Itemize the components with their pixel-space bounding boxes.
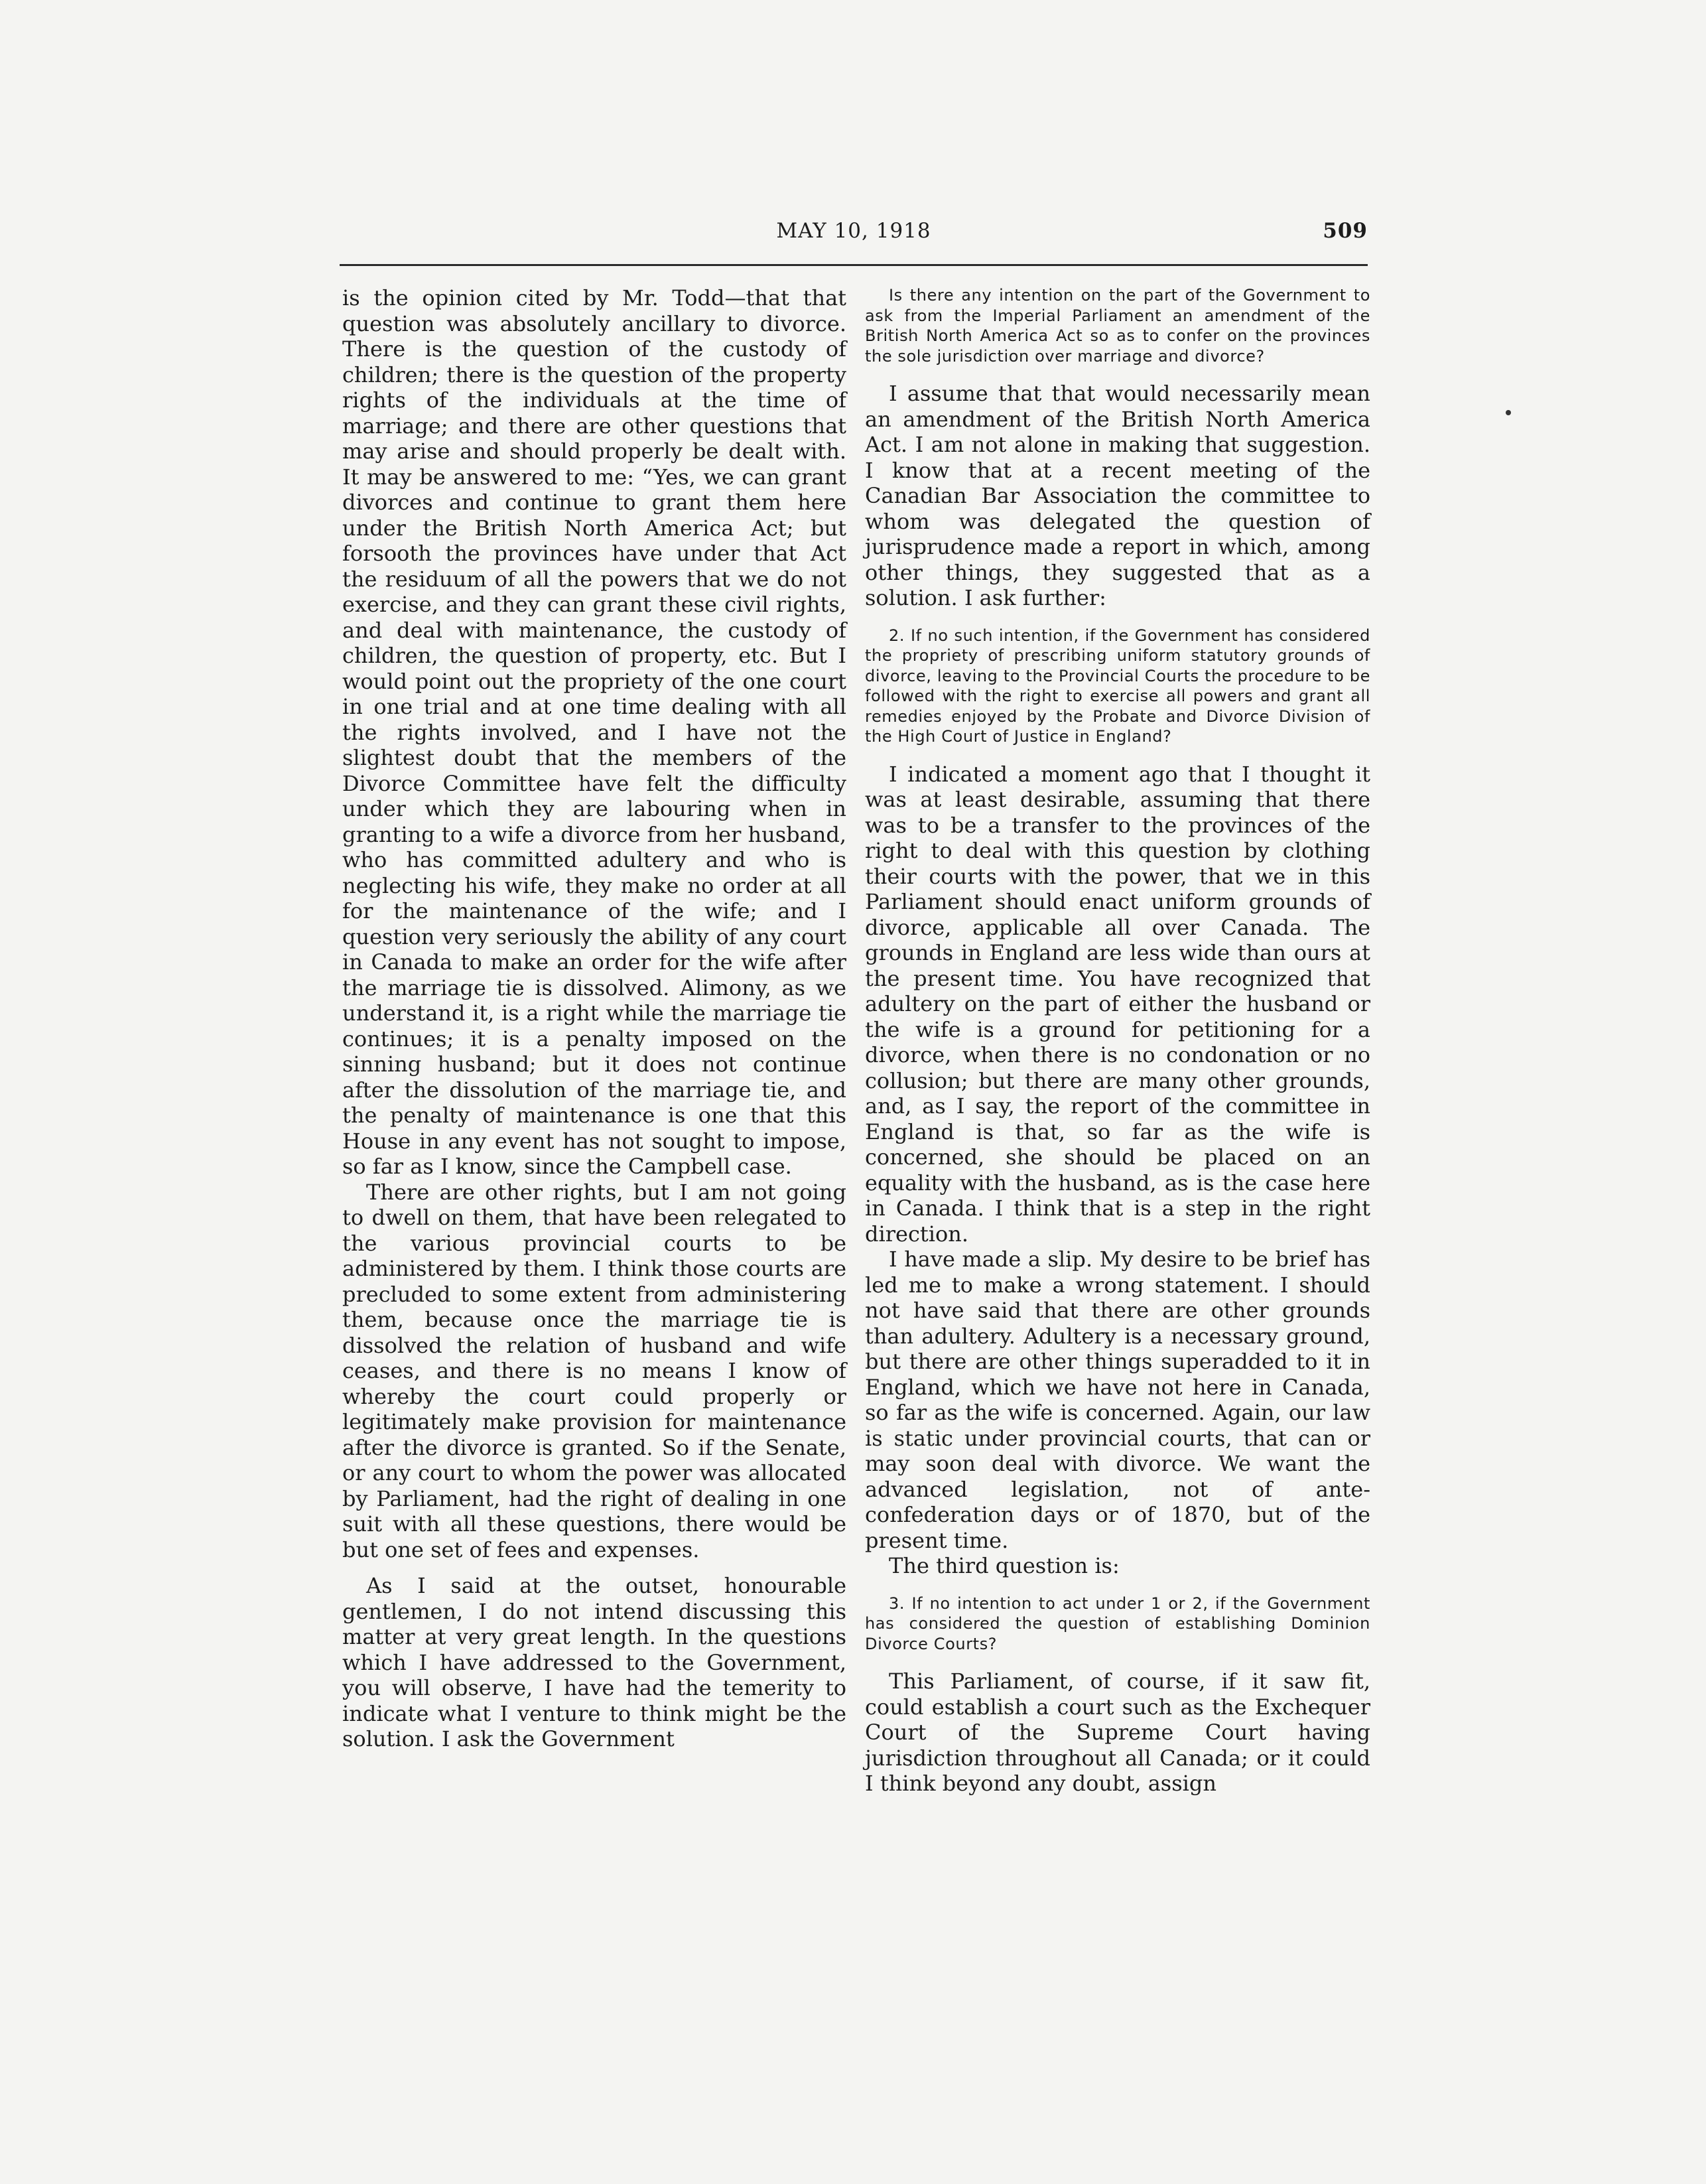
header-rule (340, 264, 1368, 266)
right-paragraph-1: I assume that that would necessarily mean an amendment of the British North America Act. I am not alone in making that suggestion. I know that at a recent meeting of the Canadian Bar Association the committee to whom was delegated the question of jurisprudence made a report in which, among other things, they suggested that as a solution. I ask further: (865, 381, 1370, 610)
right-paragraph-5: This Parliament, of course, if it saw fit, could establish a court such as the Exchequer Court of the Supreme Court having jurisdiction throughout all Canada; or it could I think beyond any doubt, assign (865, 1669, 1370, 1796)
right-paragraph-3: I have made a slip. My desire to be brief has led me to make a wrong statement. I should not have said that there are other grounds than adultery. Adultery is a necessary ground, but there are other things superadded to it in England, which we have not here in Canada, so far as the wife is concerned. Again, our law is static under provincial courts, that can or may soon deal with divorce. We want the advanced legislation, not of ante-confederation days or of 1870, but of the present time. (865, 1247, 1370, 1553)
page-header (340, 219, 1368, 251)
left-paragraph-3: As I said at the outset, honourable gentlemen, I do not intend discussing this matter at very great length. In the questions which I have addressed to the Government, you will observe, I have had the temerity to indicate what I venture to think might be the solution. I ask the Government (342, 1573, 846, 1751)
right-column (865, 285, 1370, 1797)
scan-speck (1506, 410, 1511, 415)
left-column (342, 285, 846, 1752)
question-2: 2. If no such intention, if the Government has considered the propriety of prescribing uniform statutory grounds of divorce, leaving to the Provincial Courts the procedure to be followed with the right to exercise all powers and grant all remedies enjoyed by the Probate and Divorce Division of the High Court of Justice in England? (865, 626, 1370, 746)
question-1: Is there any intention on the part of the Government to ask from the Imperial Parliament an amendment of the British North America Act so as to confer on the provinces the sole jurisdiction over marriage and divorce? (865, 286, 1370, 366)
question-3: 3. If no intention to act under 1 or 2, if the Government has considered the question of establishing Dominion Divorce Courts? (865, 1594, 1370, 1653)
header-date: MAY 10, 1918 (776, 219, 931, 243)
left-paragraph-1: is the opinion cited by Mr. Todd—that that question was absolutely ancillary to divorce. There is the question of the custody of children; there is the question of the property rights of the individuals at the time of marriage; and there are other questions that may arise and should properly be dealt with. It may be answered to me: “Yes, we can grant divorces and continue to grant them here under the British North America Act; but forsooth the provinces have under that Act the residuum of all the powers that we do not exercise, and they can grant these civil rights, and deal with maintenance, the custody of children, the question of property, etc. But I would point out the propriety of the one court in one trial and at one time dealing with all the rights involved, and I have not the slightest doubt that the members of the Divorce Committee have felt the difficulty under which they are labouring when in granting to a wife a divorce from her husband, who has committed adultery and who is neglecting his wife, they make no order at all for the maintenance of the wife; and I question very seriously the ability of any court in Canada to make an order for the wife after the marriage tie is dissolved. Alimony, as we understand it, is a right while the marriage tie continues; it is a penalty imposed on the sinning husband; but it does not continue after the dissolution of the marriage tie, and the penalty of maintenance is one that this House in any event has not sought to impose, so far as I know, since the Campbell case. (342, 285, 846, 1179)
left-paragraph-2: There are other rights, but I am not going to dwell on them, that have been relegated to the various provincial courts to be administered by them. I think those courts are precluded to some extent from administering them, because once the marriage tie is dissolved the relation of husband and wife ceases, and there is no means I know of whereby the court could properly or legitimately make provision for maintenance after the divorce is granted. So if the Senate, or any court to whom the power was allocated by Parliament, had the right of dealing in one suit with all these questions, there would be but one set of fees and expenses. (342, 1179, 846, 1562)
right-paragraph-2: I indicated a moment ago that I thought it was at least desirable, assuming that there was to be a transfer to the provinces of the right to deal with this question by clothing their courts with the power, that we in this Parliament should enact uniform grounds of divorce, applicable all over Canada. The grounds in England are less wide than ours at the present time. You have recognized that adultery on the part of either the husband or the wife is a ground for petitioning for a divorce, when there is no condonation or no collusion; but there are many other grounds, and, as I say, the report of the committee in England is that, so far as the wife is concerned, she should be placed on an equality with the husband, as is the case here in Canada. I think that is a step in the right direction. (865, 761, 1370, 1247)
right-paragraph-4: The third question is: (889, 1553, 1120, 1578)
page-number: 509 (1323, 219, 1368, 243)
